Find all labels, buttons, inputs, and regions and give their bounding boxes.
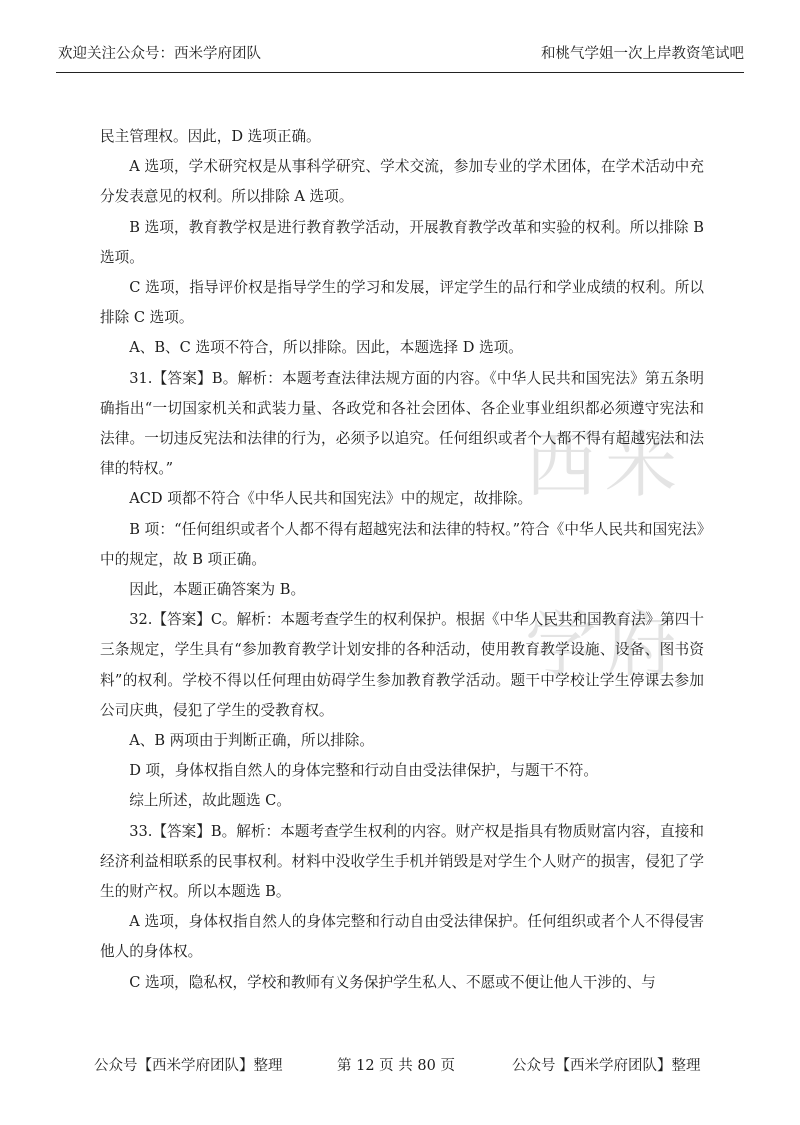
footer-left-text: 公众号【西米学府团队】整理 — [94, 1058, 283, 1074]
paragraph: 综上所述，故此题选 C。 — [129, 792, 291, 810]
header-divider — [56, 72, 744, 73]
watermark-char: 府 — [605, 603, 678, 687]
header-left-text: 欢迎关注公众号：西米学府团队 — [58, 46, 261, 62]
paragraph: B 项：“任何组织或者个人都不得有超越宪法和法律的特权。”符合《中华人民共和国宪法》中的规定，故 B 项正确。 — [100, 520, 704, 568]
watermark-char: 学 — [525, 603, 598, 687]
footer-right-text: 公众号【西米学府团队】整理 — [512, 1058, 701, 1074]
paragraph: ACD 项都不符合《中华人民共和国宪法》中的规定，故排除。 — [129, 490, 533, 508]
paragraph: A 选项，学术研究权是从事科学研究、学术交流，参加专业的学术团体，在学术活动中充分发表意见的权利。所以排除 A 选项。 — [100, 158, 704, 206]
paragraph: A、B、C 选项不符合，所以排除。因此，本题选择 D 选项。 — [129, 339, 523, 357]
paragraph: C 选项，指导评价权是指导学生的学习和发展，评定学生的品行和学业成绩的权利。所以排除 C 选项。 — [100, 279, 704, 327]
paragraph: A 选项，身体权指自然人的身体完整和行动自由受法律保护。任何组织或者个人不得侵害他人的身体权。 — [100, 913, 704, 961]
paragraph: D 项，身体权指自然人的身体完整和行动自由受法律保护，与题干不符。 — [129, 762, 598, 780]
paragraph: 民主管理权。因此，D 选项正确。 — [100, 128, 321, 145]
watermark-char: 西 — [525, 423, 598, 507]
watermark-char: 米 — [605, 423, 678, 507]
header-right-text: 和桃气学姐一次上岸教资笔试吧 — [541, 46, 744, 62]
document-body — [100, 122, 704, 998]
paragraph: 31.【答案】B。解析：本题考查法律法规方面的内容。《中华人民共和国宪法》第五条明确指出“一切国家机关和武装力量、各政党和各社会团体、各企业事业组织都必须遵守宪法和法律。一切违反宪法和法律的行为，必须予以追究。任何组织或者个人都不得有超越宪法和法律的特权。” — [100, 369, 704, 478]
paragraph: 33.【答案】B。解析：本题考查学生权利的内容。财产权是指具有物质财富内容，直接和经济利益相联系的民事权利。材料中没收学生手机并销毁是对学生个人财产的损害，侵犯了学生的财产权。所以本题选 B。 — [100, 822, 704, 901]
page-number: 第 12 页 共 80 页 — [337, 1058, 455, 1074]
paragraph: C 选项，隐私权，学校和教师有义务保护学生私人、不愿或不便让他人干涉的、与 — [129, 973, 656, 991]
paragraph: 32.【答案】C。解析：本题考查学生的权利保护。根据《中华人民共和国教育法》第四十三条规定，学生具有“参加教育教学计划安排的各种活动，使用教育教学设施、设备、图书资料”的权利。学校不得以任何理由妨碍学生参加教育教学活动。题干中学校让学生停课去参加公司庆典，侵犯了学生的受教育权。 — [100, 611, 704, 719]
paragraph: 因此，本题正确答案为 B。 — [129, 581, 306, 599]
paragraph: B 选项，教育教学权是进行教育教学活动，开展教育教学改革和实验的权利。所以排除 B 选项。 — [100, 218, 704, 266]
paragraph: A、B 两项由于判断正确，所以排除。 — [129, 732, 374, 750]
